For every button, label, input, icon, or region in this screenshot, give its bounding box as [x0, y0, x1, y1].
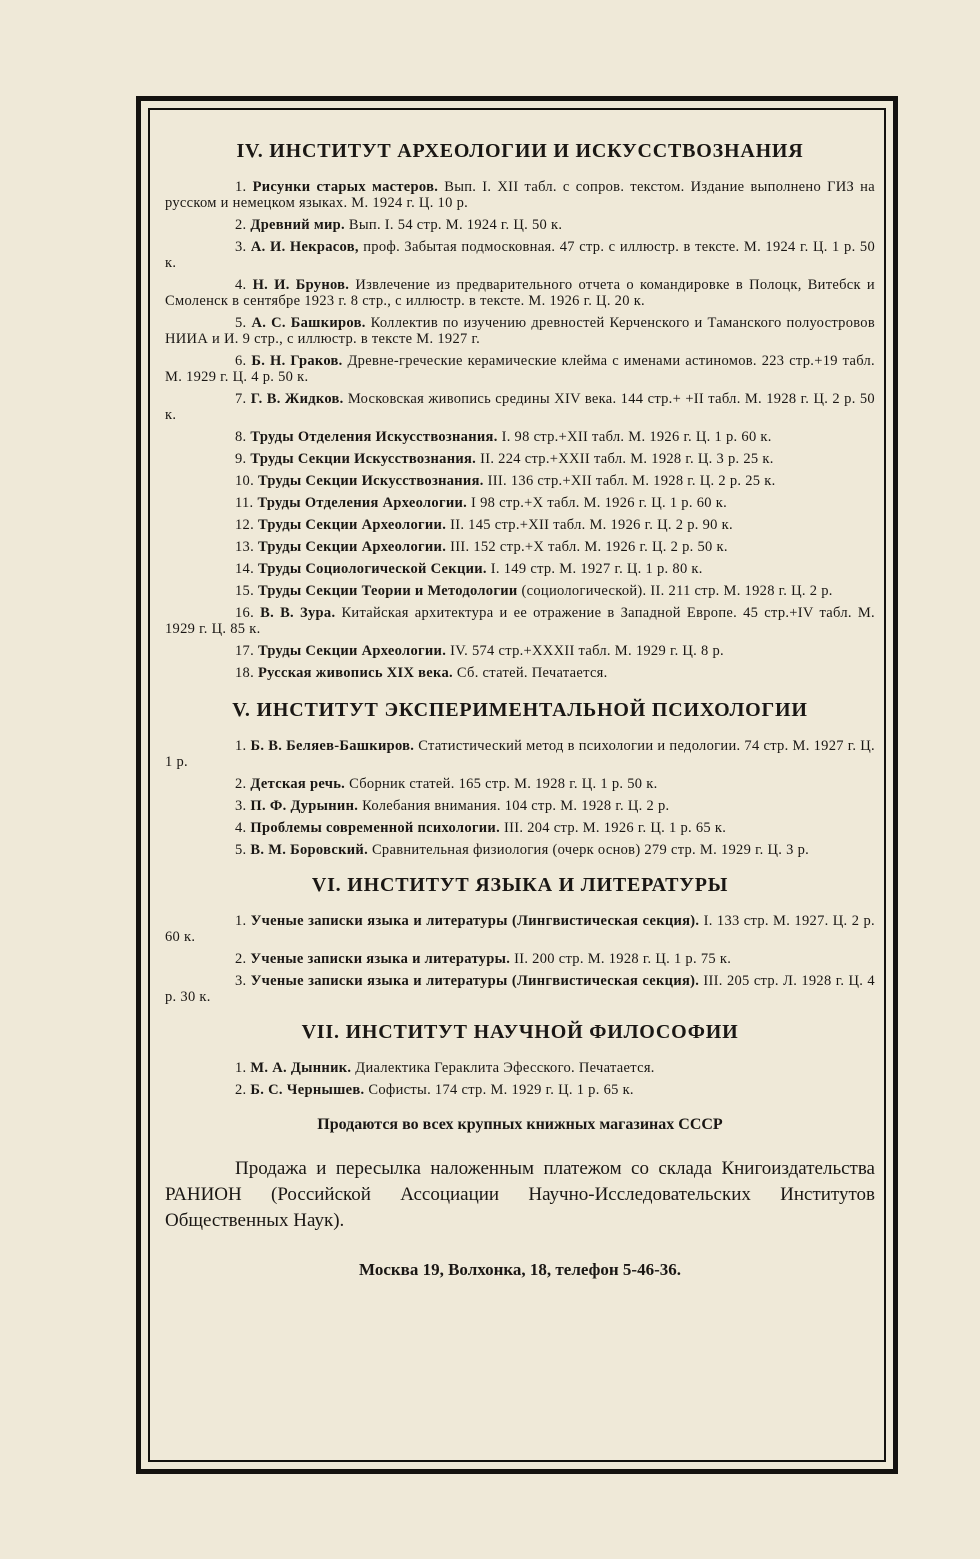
entry-heading: А. И. Некрасов, — [250, 239, 359, 255]
entry-heading: Труды Секции Искусствознания. — [250, 451, 477, 467]
entry-number: 1. — [235, 179, 247, 195]
catalog-entry — [165, 561, 875, 577]
section-title: VI. ИНСТИТУТ ЯЗЫКА И ЛИТЕРАТУРЫ — [311, 874, 729, 896]
entry-number: 5. — [235, 842, 247, 858]
entry-number: 11. — [235, 495, 254, 511]
entry-text: проф. Забытая подмосковная. 47 стр. с иллюстр. в тексте. М. 1924 г. Ц. 1 р. 50 к. — [165, 239, 875, 271]
entry-text: Сравнительная физиология (очерк основ) 279 стр. М. 1929 г. Ц. 3 р. — [371, 842, 810, 858]
entry-text: Вып. I. 54 стр. М. 1924 г. Ц. 50 к. — [348, 217, 563, 233]
entry-heading: Б. В. Беляев-Башкиров. — [250, 738, 415, 754]
entry-number: 2. — [235, 776, 247, 792]
catalog-entry — [165, 1082, 875, 1098]
entry-heading: Труды Секции Археологии. — [257, 643, 447, 659]
sales-info: Продажа и пересылка наложенным платежом со склада Книгоиздательства РАНИОН (Российской Ассоциации Научно-Исследовательских Институтов Общественных Наук). — [165, 1158, 875, 1231]
entry-number: 13. — [235, 539, 255, 555]
entry-heading: Ученые записки языка и литературы. — [250, 951, 511, 967]
entry-number: 3. — [235, 973, 247, 989]
entry-text: III. 136 стр.+XII табл. М. 1928 г. Ц. 2 р. 25 к. — [487, 473, 776, 489]
entry-number: 4. — [235, 277, 247, 293]
entry-heading: Н. И. Брунов. — [252, 277, 350, 293]
catalog-entry — [165, 495, 875, 511]
catalog-entry — [165, 429, 875, 445]
publisher-address: Москва 19, Волхонка, 18, телефон 5-46-36. — [359, 1260, 681, 1279]
entry-heading: Труды Секции Археологии. — [257, 517, 447, 533]
catalog-entry — [165, 665, 875, 681]
catalog-entry — [165, 798, 875, 814]
catalog-entry — [165, 643, 875, 659]
catalog-entry — [165, 539, 875, 555]
entry-heading: Древний мир. — [250, 217, 345, 233]
entry-heading: Детская речь. — [250, 776, 346, 792]
entry-heading: Труды Отделения Археологии. — [257, 495, 468, 511]
catalog-entry — [165, 517, 875, 533]
section — [165, 1021, 875, 1098]
entry-text: Сборник статей. 165 стр. М. 1928 г. Ц. 1 р. 50 к. — [349, 776, 658, 792]
entry-text: IV. 574 стр.+XXXII табл. М. 1929 г. Ц. 8 р. — [450, 643, 724, 659]
entry-number: 2. — [235, 1082, 247, 1098]
section — [165, 140, 875, 681]
entry-text: Колебания внимания. 104 стр. М. 1928 г. Ц. 2 р. — [362, 798, 670, 814]
entry-number: 17. — [235, 643, 255, 659]
entry-text: Китайская архитектура и ее отражение в Западной Европе. 45 стр.+IV табл. М. 1929 г. Ц. 85 к. — [165, 605, 875, 637]
entry-heading: В. М. Боровский. — [250, 842, 369, 858]
entry-text: II. 224 стр.+XXII табл. М. 1928 г. Ц. 3 р. 25 к. — [480, 451, 774, 467]
entry-number: 9. — [235, 451, 247, 467]
catalog-entry — [165, 913, 875, 945]
entry-heading: Проблемы современной психологии. — [250, 820, 501, 836]
entry-text: Статистический метод в психологии и педологии. 74 стр. М. 1927 г. Ц. 1 р. — [165, 738, 875, 770]
entry-heading: Труды Секции Археологии. — [257, 539, 447, 555]
section-title: IV. ИНСТИТУТ АРХЕОЛОГИИ И ИСКУССТВОЗНАНИЯ — [236, 140, 804, 162]
entry-number: 12. — [235, 517, 255, 533]
entry-heading: А. С. Башкиров. — [251, 315, 366, 331]
catalog-entry — [165, 951, 875, 967]
catalog-entry — [165, 277, 875, 309]
catalog-entry — [165, 473, 875, 489]
entry-number: 3. — [235, 798, 247, 814]
entry-text: I. 133 стр. М. 1927. Ц. 2 р. 60 к. — [165, 913, 875, 945]
entry-text: Извлечение из предварительного отчета о командировке в Полоцк, Витебск и Смоленск в сентябре 1923 г. 8 стр., с иллюстр. в тексте. М. 1926 г. Ц. 20 к. — [165, 277, 875, 309]
catalog-entry — [165, 738, 875, 770]
catalog-entry — [165, 583, 875, 599]
entry-heading: Ученые записки языка и литературы (Лингвистическая секция). — [250, 913, 700, 929]
entry-heading: Г. В. Жидков. — [250, 391, 344, 407]
entry-number: 14. — [235, 561, 255, 577]
catalog-entry — [165, 179, 875, 211]
entry-number: 18. — [235, 665, 255, 681]
entry-heading: Русская живопись XIX века. — [257, 665, 453, 681]
entry-text: Диалектика Гераклита Эфесского. Печатается. — [355, 1060, 655, 1076]
catalog-entry — [165, 820, 875, 836]
entry-text: III. 152 стр.+X табл. М. 1926 г. Ц. 2 р. 50 к. — [450, 539, 728, 555]
catalog-entry — [165, 842, 875, 858]
entry-heading: Труды Секции Теории и Методологии — [257, 583, 518, 599]
section-title: VII. ИНСТИТУТ НАУЧНОЙ ФИЛОСОФИИ — [301, 1021, 739, 1043]
entry-text: I. 98 стр.+XII табл. М. 1926 г. Ц. 1 р. 60 к. — [501, 429, 772, 445]
catalog-entry — [165, 776, 875, 792]
entry-text: II. 145 стр.+XII табл. М. 1926 г. Ц. 2 р. 90 к. — [450, 517, 733, 533]
catalog-entry — [165, 605, 875, 637]
section — [165, 699, 875, 858]
entry-number: 5. — [235, 315, 247, 331]
entry-text: Вып. I. XII табл. с сопров. текстом. Издание выполнено ГИЗ на русском и немецком языках. М. 1924 г. Ц. 10 р. — [165, 179, 875, 211]
entry-heading: Ученые записки языка и литературы (Лингвистическая секция). — [250, 973, 700, 989]
entry-number: 3. — [235, 239, 247, 255]
section — [165, 874, 875, 1005]
entry-text: Сб. статей. Печатается. — [456, 665, 608, 681]
entry-heading: Труды Социологической Секции. — [257, 561, 487, 577]
entry-heading: М. А. Дынник. — [250, 1060, 352, 1076]
entry-number: 15. — [235, 583, 255, 599]
entry-number: 1. — [235, 738, 247, 754]
entry-number: 10. — [235, 473, 255, 489]
entry-text: (социологической). II. 211 стр. М. 1928 г. Ц. 2 р. — [521, 583, 833, 599]
entry-text: Древне-греческие керамические клейма с именами астиномов. 223 стр.+19 табл. М. 1929 г. Ц. 4 р. 50 к. — [165, 353, 875, 385]
entry-text: Коллектив по изучению древностей Керченского и Таманского полуостровов НИИА и И. 9 стр., с иллюстр. в тексте М. 1927 г. — [165, 315, 875, 347]
entry-text: II. 200 стр. М. 1928 г. Ц. 1 р. 75 к. — [514, 951, 732, 967]
entry-text: III. 205 стр. Л. 1928 г. Ц. 4 р. 30 к. — [165, 973, 875, 1005]
entry-number: 4. — [235, 820, 247, 836]
entry-number: 16. — [235, 605, 255, 621]
catalog-content — [165, 140, 875, 1280]
entry-heading: П. Ф. Дурынин. — [250, 798, 359, 814]
entry-number: 2. — [235, 951, 247, 967]
entry-text: Софисты. 174 стр. М. 1929 г. Ц. 1 р. 65 к. — [368, 1082, 634, 1098]
entry-heading: Б. С. Чернышев. — [250, 1082, 365, 1098]
entry-heading: Труды Отделения Искусствознания. — [250, 429, 498, 445]
catalog-entry — [165, 353, 875, 385]
availability-note: Продаются во всех крупных книжных магазинах СССР — [317, 1116, 723, 1133]
entry-heading: Труды Секции Искусствознания. — [257, 473, 484, 489]
entry-number: 6. — [235, 353, 247, 369]
entry-text: I 98 стр.+X табл. М. 1926 г. Ц. 1 р. 60 к. — [471, 495, 727, 511]
section-title: V. ИНСТИТУТ ЭКСПЕРИМЕНТАЛЬНОЙ ПСИХОЛОГИИ — [232, 699, 808, 721]
entry-text: I. 149 стр. М. 1927 г. Ц. 1 р. 80 к. — [490, 561, 703, 577]
entry-heading: В. В. Зура. — [260, 605, 336, 621]
catalog-entry — [165, 973, 875, 1005]
catalog-entry — [165, 217, 875, 233]
entry-number: 1. — [235, 1060, 247, 1076]
entry-number: 2. — [235, 217, 247, 233]
entry-heading: Б. Н. Граков. — [251, 353, 343, 369]
entry-text: Московская живопись средины XIV века. 144 стр.+ +II табл. М. 1928 г. Ц. 2 р. 50 к. — [165, 391, 875, 423]
catalog-entry — [165, 239, 875, 271]
entry-heading: Рисунки старых мастеров. — [252, 179, 439, 195]
entry-number: 7. — [235, 391, 247, 407]
catalog-entry — [165, 1060, 875, 1076]
entry-number: 1. — [235, 913, 247, 929]
entry-number: 8. — [235, 429, 247, 445]
entry-text: III. 204 стр. М. 1926 г. Ц. 1 р. 65 к. — [503, 820, 727, 836]
catalog-entry — [165, 315, 875, 347]
catalog-entry — [165, 391, 875, 423]
catalog-entry — [165, 451, 875, 467]
